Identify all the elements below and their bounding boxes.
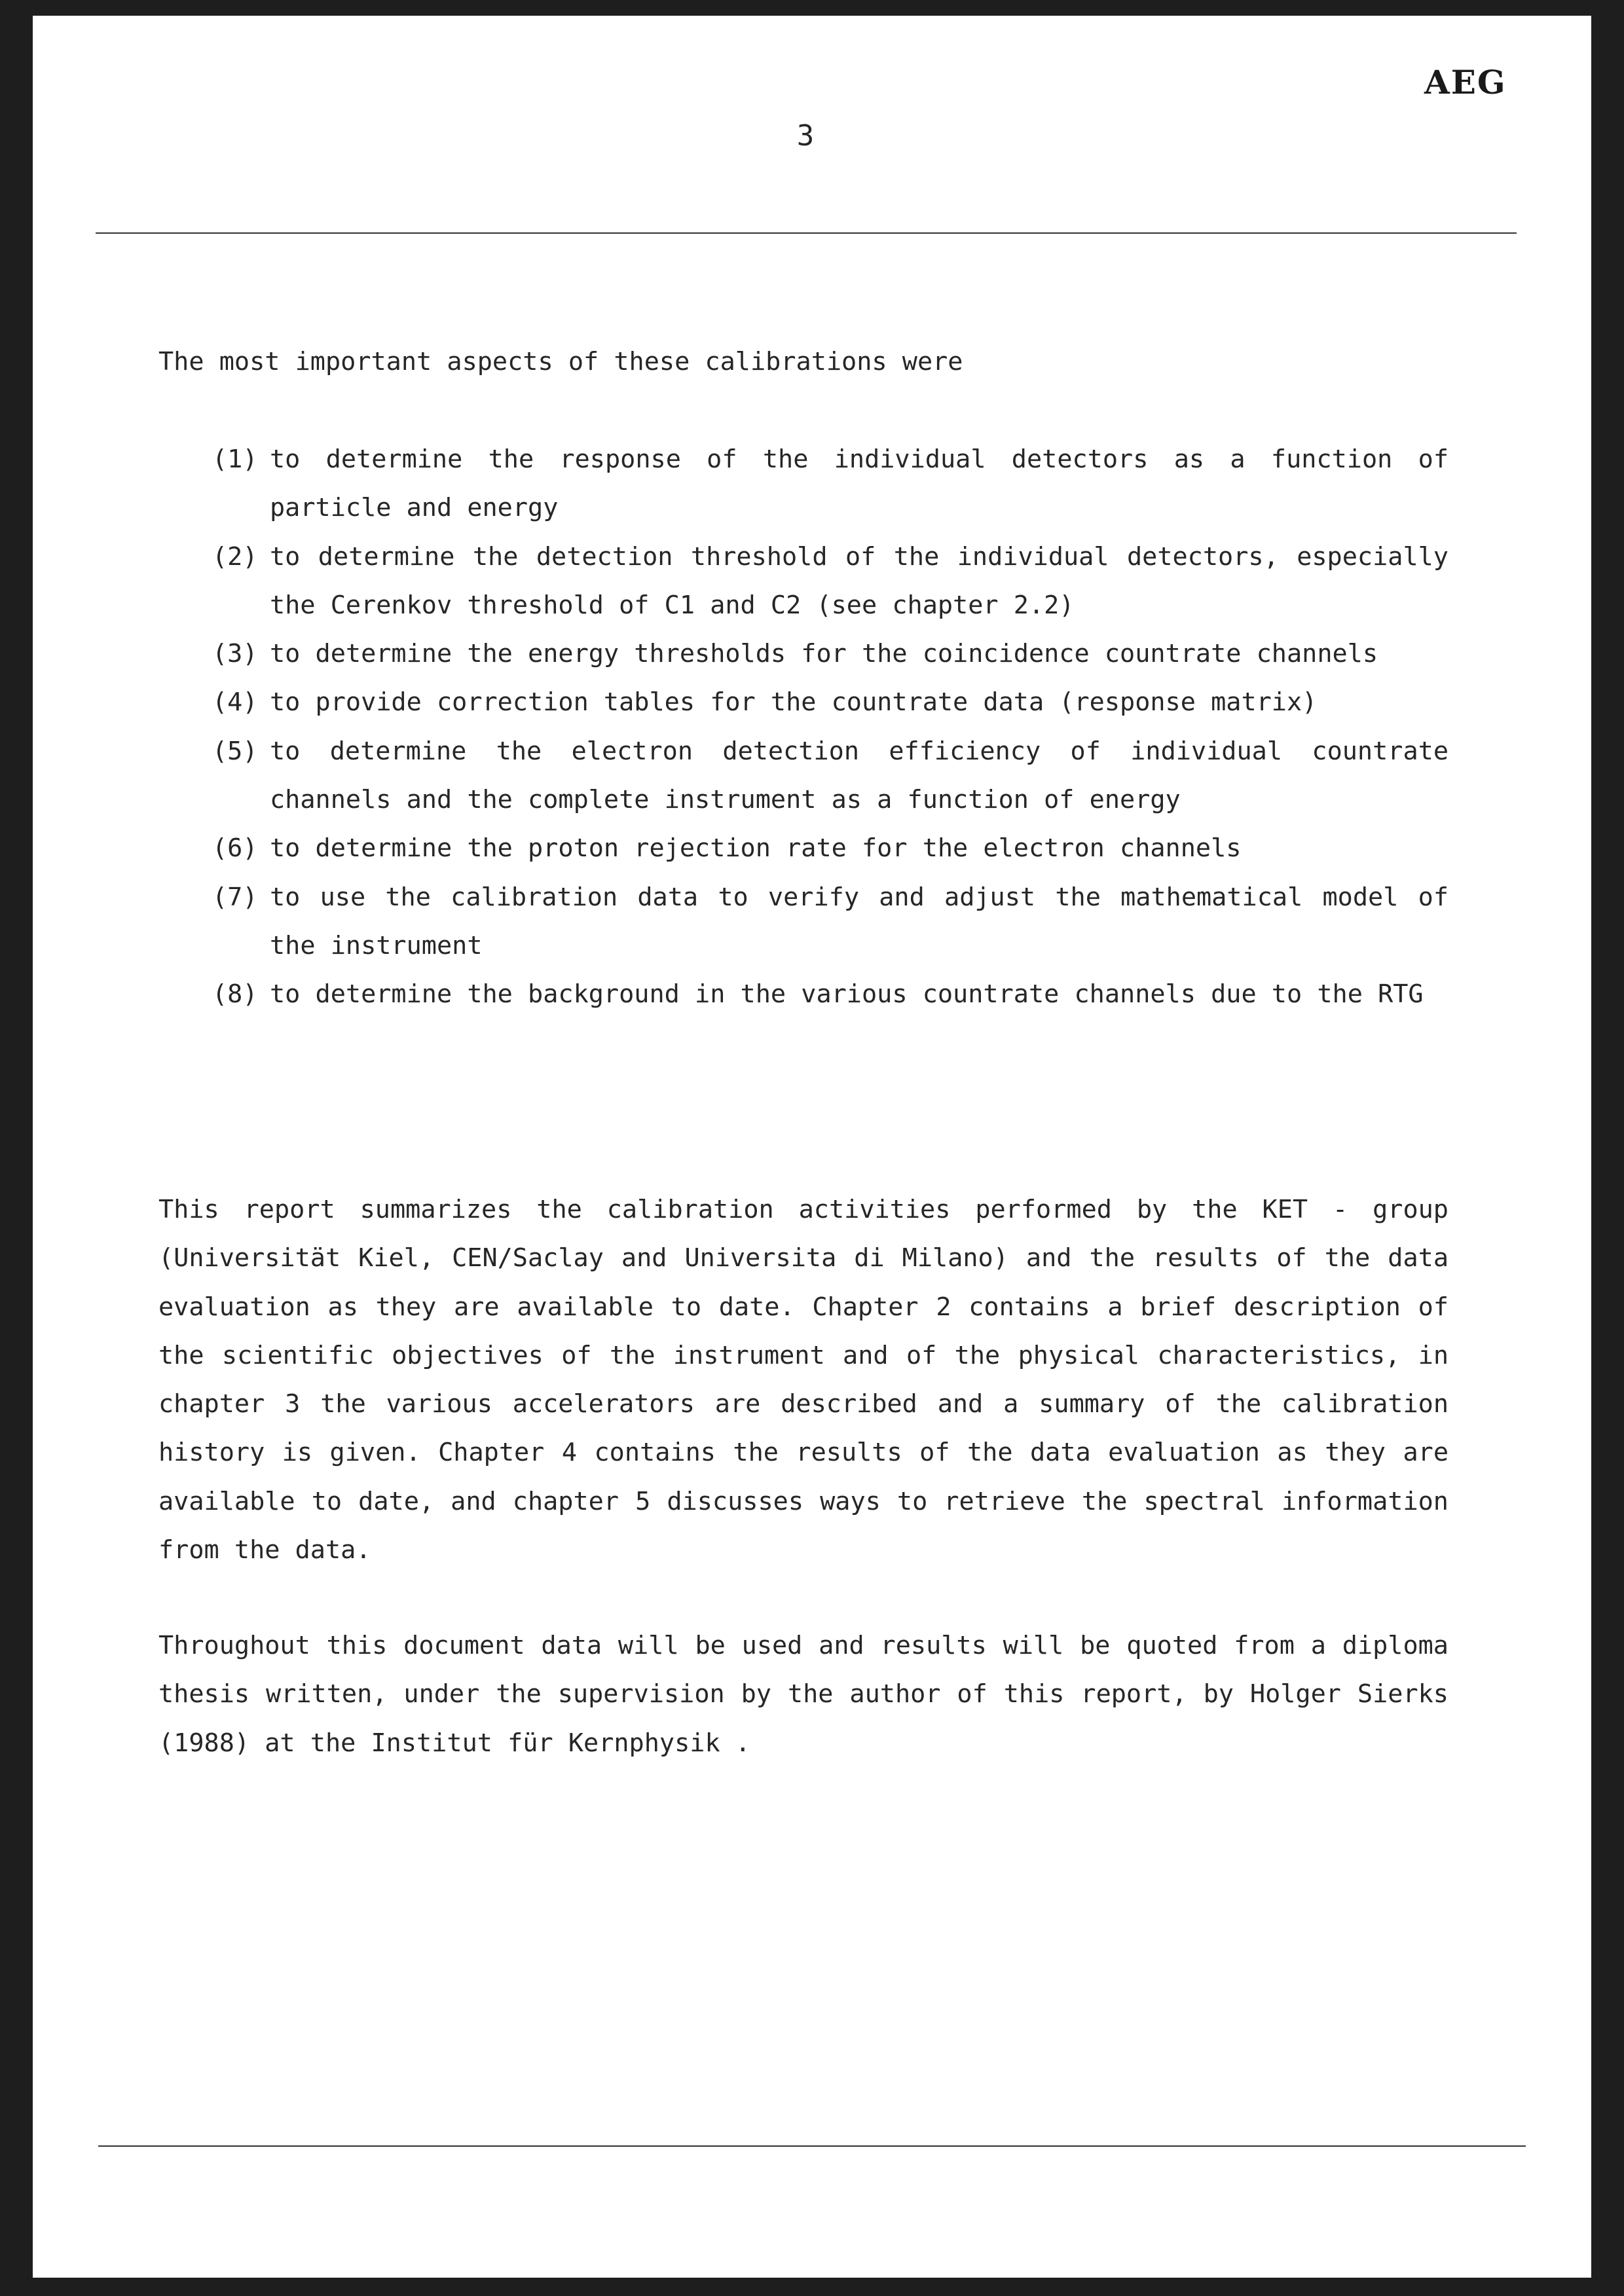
thesis-reference-paragraph: Throughout this document data will be used and results will be quoted from a diploma thesis written, under the supervision by the author of this report, by Holger Sierks (1988) at the Institut für Kernphysik . xyxy=(158,1631,1449,1758)
list-item-text: to determine the response of the individual detectors as a function of particle and energy xyxy=(270,445,1449,523)
list-item xyxy=(158,435,1449,533)
list-item xyxy=(158,630,1449,678)
list-item-number: (5) xyxy=(212,736,258,766)
company-logo: AEG xyxy=(1424,63,1507,101)
list-item-number: (4) xyxy=(212,687,258,718)
list-item-text: to determine the proton rejection rate for the electron channels xyxy=(270,833,1242,864)
list-item-number: (2) xyxy=(212,541,258,572)
list-item-text: to determine the electron detection efficiency of individual countrate channels and the complete instrument as a function of energy xyxy=(270,736,1449,815)
list-item xyxy=(158,533,1449,630)
list-item xyxy=(158,970,1449,1019)
list-item-number: (3) xyxy=(212,639,258,669)
page-number: 3 xyxy=(796,119,815,153)
list-item xyxy=(158,873,1449,971)
summary-paragraph: This report summarizes the calibration activities performed by the KET - group (Universität Kiel, CEN/Saclay and Universita di Milano) and the results of the data evaluation as they are available to date. Chapter 2 contains a brief description of the scientific objectives of the instrument and of the physical characteristics, in chapter 3 the various accelerators are described and a summary of the calibration history is given. Chapter 4 contains the results of the data evaluation as they are available to date, and chapter 5 discusses ways to retrieve the spectral information from the data. xyxy=(158,1195,1449,1565)
list-item xyxy=(158,824,1449,873)
intro-sentence: The most important aspects of these calibrations were xyxy=(158,347,963,376)
list-item-text: to determine the background in the various countrate channels due to the RTG xyxy=(270,979,1424,1010)
list-item-text: to use the calibration data to verify and adjust the mathematical model of the instrument xyxy=(270,882,1449,960)
document-page xyxy=(33,16,1591,2278)
list-item xyxy=(158,678,1449,727)
list-item-number: (8) xyxy=(212,979,258,1010)
list-item-text: to determine the energy thresholds for the coincidence countrate channels xyxy=(270,639,1378,669)
list-item-text: to determine the detection threshold of the individual detectors, especially the Cerenkov threshold of C1 and C2 (see chapter 2.2) xyxy=(270,541,1449,620)
calibration-aspects-list xyxy=(158,435,1449,1019)
list-item-number: (1) xyxy=(212,445,258,474)
footer-divider xyxy=(98,2145,1526,2147)
list-item-number: (6) xyxy=(212,833,258,864)
list-item-number: (7) xyxy=(212,882,258,912)
header-divider xyxy=(96,232,1517,234)
list-item-text: to provide correction tables for the countrate data (response matrix) xyxy=(270,687,1318,718)
list-item xyxy=(158,727,1449,825)
